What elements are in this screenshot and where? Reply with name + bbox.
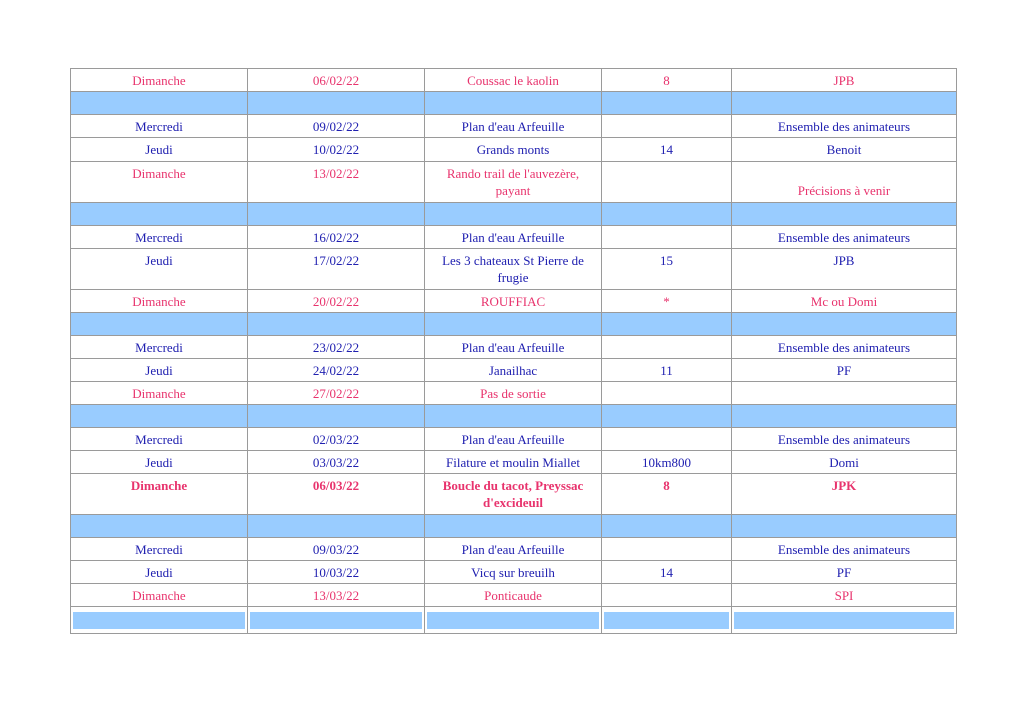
cell-place: Rando trail de l'auvezère, payant xyxy=(425,162,602,203)
cell-day: Mercredi xyxy=(71,336,248,359)
cell-place: Filature et moulin Miallet xyxy=(425,451,602,474)
week-separator-row xyxy=(71,405,957,428)
week-separator-row xyxy=(71,203,957,226)
cell-date: 09/03/22 xyxy=(248,538,425,561)
separator-cell xyxy=(248,515,425,538)
cell-day: Mercredi xyxy=(71,428,248,451)
separator-cell xyxy=(248,92,425,115)
cell-date: 13/03/22 xyxy=(248,584,425,607)
separator-cell xyxy=(425,313,602,336)
cell-km: * xyxy=(602,290,732,313)
cell-place: ROUFFIAC xyxy=(425,290,602,313)
outing-row xyxy=(71,336,957,359)
cell-place: Plan d'eau Arfeuille xyxy=(425,226,602,249)
cell-day: Mercredi xyxy=(71,226,248,249)
week-separator-row xyxy=(71,313,957,336)
separator-cell xyxy=(732,92,957,115)
closing-separator-fill xyxy=(604,612,729,629)
separator-cell xyxy=(425,92,602,115)
cell-km xyxy=(602,538,732,561)
separator-cell xyxy=(425,515,602,538)
outing-row xyxy=(71,451,957,474)
cell-lead: SPI xyxy=(732,584,957,607)
cell-lead: Précisions à venir xyxy=(732,162,957,203)
cell-km xyxy=(602,336,732,359)
cell-place: Coussac le kaolin xyxy=(425,69,602,92)
cell-lead: Ensemble des animateurs xyxy=(732,115,957,138)
closing-separator-fill xyxy=(427,612,599,629)
cell-date: 24/02/22 xyxy=(248,359,425,382)
outing-row xyxy=(71,138,957,162)
closing-separator-fill xyxy=(734,612,954,629)
cell-lead: Ensemble des animateurs xyxy=(732,428,957,451)
cell-km xyxy=(602,428,732,451)
separator-cell xyxy=(248,313,425,336)
outing-row xyxy=(71,359,957,382)
separator-cell xyxy=(732,405,957,428)
closing-separator-row xyxy=(71,607,957,634)
closing-separator-fill xyxy=(73,612,245,629)
cell-place: Janailhac xyxy=(425,359,602,382)
outing-row xyxy=(71,538,957,561)
cell-km: 14 xyxy=(602,138,732,162)
cell-day: Mercredi xyxy=(71,115,248,138)
separator-cell xyxy=(71,405,248,428)
cell-day: Dimanche xyxy=(71,69,248,92)
separator-cell xyxy=(732,515,957,538)
closing-separator-cell xyxy=(248,607,425,634)
cell-place: Plan d'eau Arfeuille xyxy=(425,115,602,138)
cell-lead: Ensemble des animateurs xyxy=(732,226,957,249)
separator-cell xyxy=(425,203,602,226)
separator-cell xyxy=(71,203,248,226)
cell-place: Vicq sur breuilh xyxy=(425,561,602,584)
closing-separator-cell xyxy=(602,607,732,634)
cell-day: Mercredi xyxy=(71,538,248,561)
cell-day: Dimanche xyxy=(71,162,248,203)
separator-cell xyxy=(425,405,602,428)
separator-cell xyxy=(732,313,957,336)
outing-row xyxy=(71,115,957,138)
separator-cell xyxy=(248,203,425,226)
cell-day: Jeudi xyxy=(71,138,248,162)
cell-lead: Ensemble des animateurs xyxy=(732,538,957,561)
cell-lead: JPK xyxy=(732,474,957,515)
cell-km: 11 xyxy=(602,359,732,382)
cell-day: Jeudi xyxy=(71,451,248,474)
outing-row xyxy=(71,428,957,451)
cell-lead: PF xyxy=(732,359,957,382)
cell-day: Dimanche xyxy=(71,290,248,313)
cell-date: 17/02/22 xyxy=(248,249,425,290)
cell-place: Plan d'eau Arfeuille xyxy=(425,336,602,359)
cell-date: 10/02/22 xyxy=(248,138,425,162)
separator-cell xyxy=(732,203,957,226)
cell-day: Jeudi xyxy=(71,561,248,584)
cell-km xyxy=(602,226,732,249)
cell-day: Jeudi xyxy=(71,359,248,382)
closing-separator-cell xyxy=(425,607,602,634)
cell-date: 27/02/22 xyxy=(248,382,425,405)
cell-km: 15 xyxy=(602,249,732,290)
cell-km xyxy=(602,115,732,138)
cell-lead: Domi xyxy=(732,451,957,474)
cell-lead: PF xyxy=(732,561,957,584)
cell-place: Boucle du tacot, Preyssac d'excideuil xyxy=(425,474,602,515)
cell-day: Dimanche xyxy=(71,382,248,405)
outing-row xyxy=(71,69,957,92)
separator-cell xyxy=(602,203,732,226)
cell-lead: Benoit xyxy=(732,138,957,162)
outing-row xyxy=(71,249,957,290)
schedule-table xyxy=(70,68,957,634)
cell-date: 20/02/22 xyxy=(248,290,425,313)
cell-date: 03/03/22 xyxy=(248,451,425,474)
schedule-body xyxy=(71,69,957,634)
outing-row xyxy=(71,584,957,607)
cell-km: 8 xyxy=(602,69,732,92)
separator-cell xyxy=(248,405,425,428)
cell-date: 02/03/22 xyxy=(248,428,425,451)
cell-km: 8 xyxy=(602,474,732,515)
week-separator-row xyxy=(71,92,957,115)
cell-date: 13/02/22 xyxy=(248,162,425,203)
separator-cell xyxy=(602,92,732,115)
outing-row xyxy=(71,474,957,515)
cell-km xyxy=(602,162,732,203)
cell-date: 06/02/22 xyxy=(248,69,425,92)
cell-place: Pas de sortie xyxy=(425,382,602,405)
cell-day: Dimanche xyxy=(71,584,248,607)
outing-row xyxy=(71,561,957,584)
cell-date: 16/02/22 xyxy=(248,226,425,249)
cell-km: 10km800 xyxy=(602,451,732,474)
cell-lead: Ensemble des animateurs xyxy=(732,336,957,359)
separator-cell xyxy=(602,313,732,336)
cell-km xyxy=(602,382,732,405)
closing-separator-cell xyxy=(732,607,957,634)
cell-day: Jeudi xyxy=(71,249,248,290)
closing-separator-fill xyxy=(250,612,422,629)
outing-row xyxy=(71,290,957,313)
cell-place: Plan d'eau Arfeuille xyxy=(425,538,602,561)
separator-cell xyxy=(602,405,732,428)
cell-date: 10/03/22 xyxy=(248,561,425,584)
cell-lead xyxy=(732,382,957,405)
outing-row xyxy=(71,162,957,203)
cell-lead: Mc ou Domi xyxy=(732,290,957,313)
cell-day: Dimanche xyxy=(71,474,248,515)
outing-row xyxy=(71,382,957,405)
cell-lead: JPB xyxy=(732,249,957,290)
separator-cell xyxy=(71,515,248,538)
cell-km xyxy=(602,584,732,607)
cell-place: Les 3 chateaux St Pierre de frugie xyxy=(425,249,602,290)
cell-date: 06/03/22 xyxy=(248,474,425,515)
cell-lead: JPB xyxy=(732,69,957,92)
cell-km: 14 xyxy=(602,561,732,584)
closing-separator-cell xyxy=(71,607,248,634)
cell-date: 09/02/22 xyxy=(248,115,425,138)
cell-place: Ponticaude xyxy=(425,584,602,607)
cell-date: 23/02/22 xyxy=(248,336,425,359)
separator-cell xyxy=(71,92,248,115)
cell-place: Grands monts xyxy=(425,138,602,162)
cell-place: Plan d'eau Arfeuille xyxy=(425,428,602,451)
week-separator-row xyxy=(71,515,957,538)
outing-row xyxy=(71,226,957,249)
separator-cell xyxy=(71,313,248,336)
separator-cell xyxy=(602,515,732,538)
